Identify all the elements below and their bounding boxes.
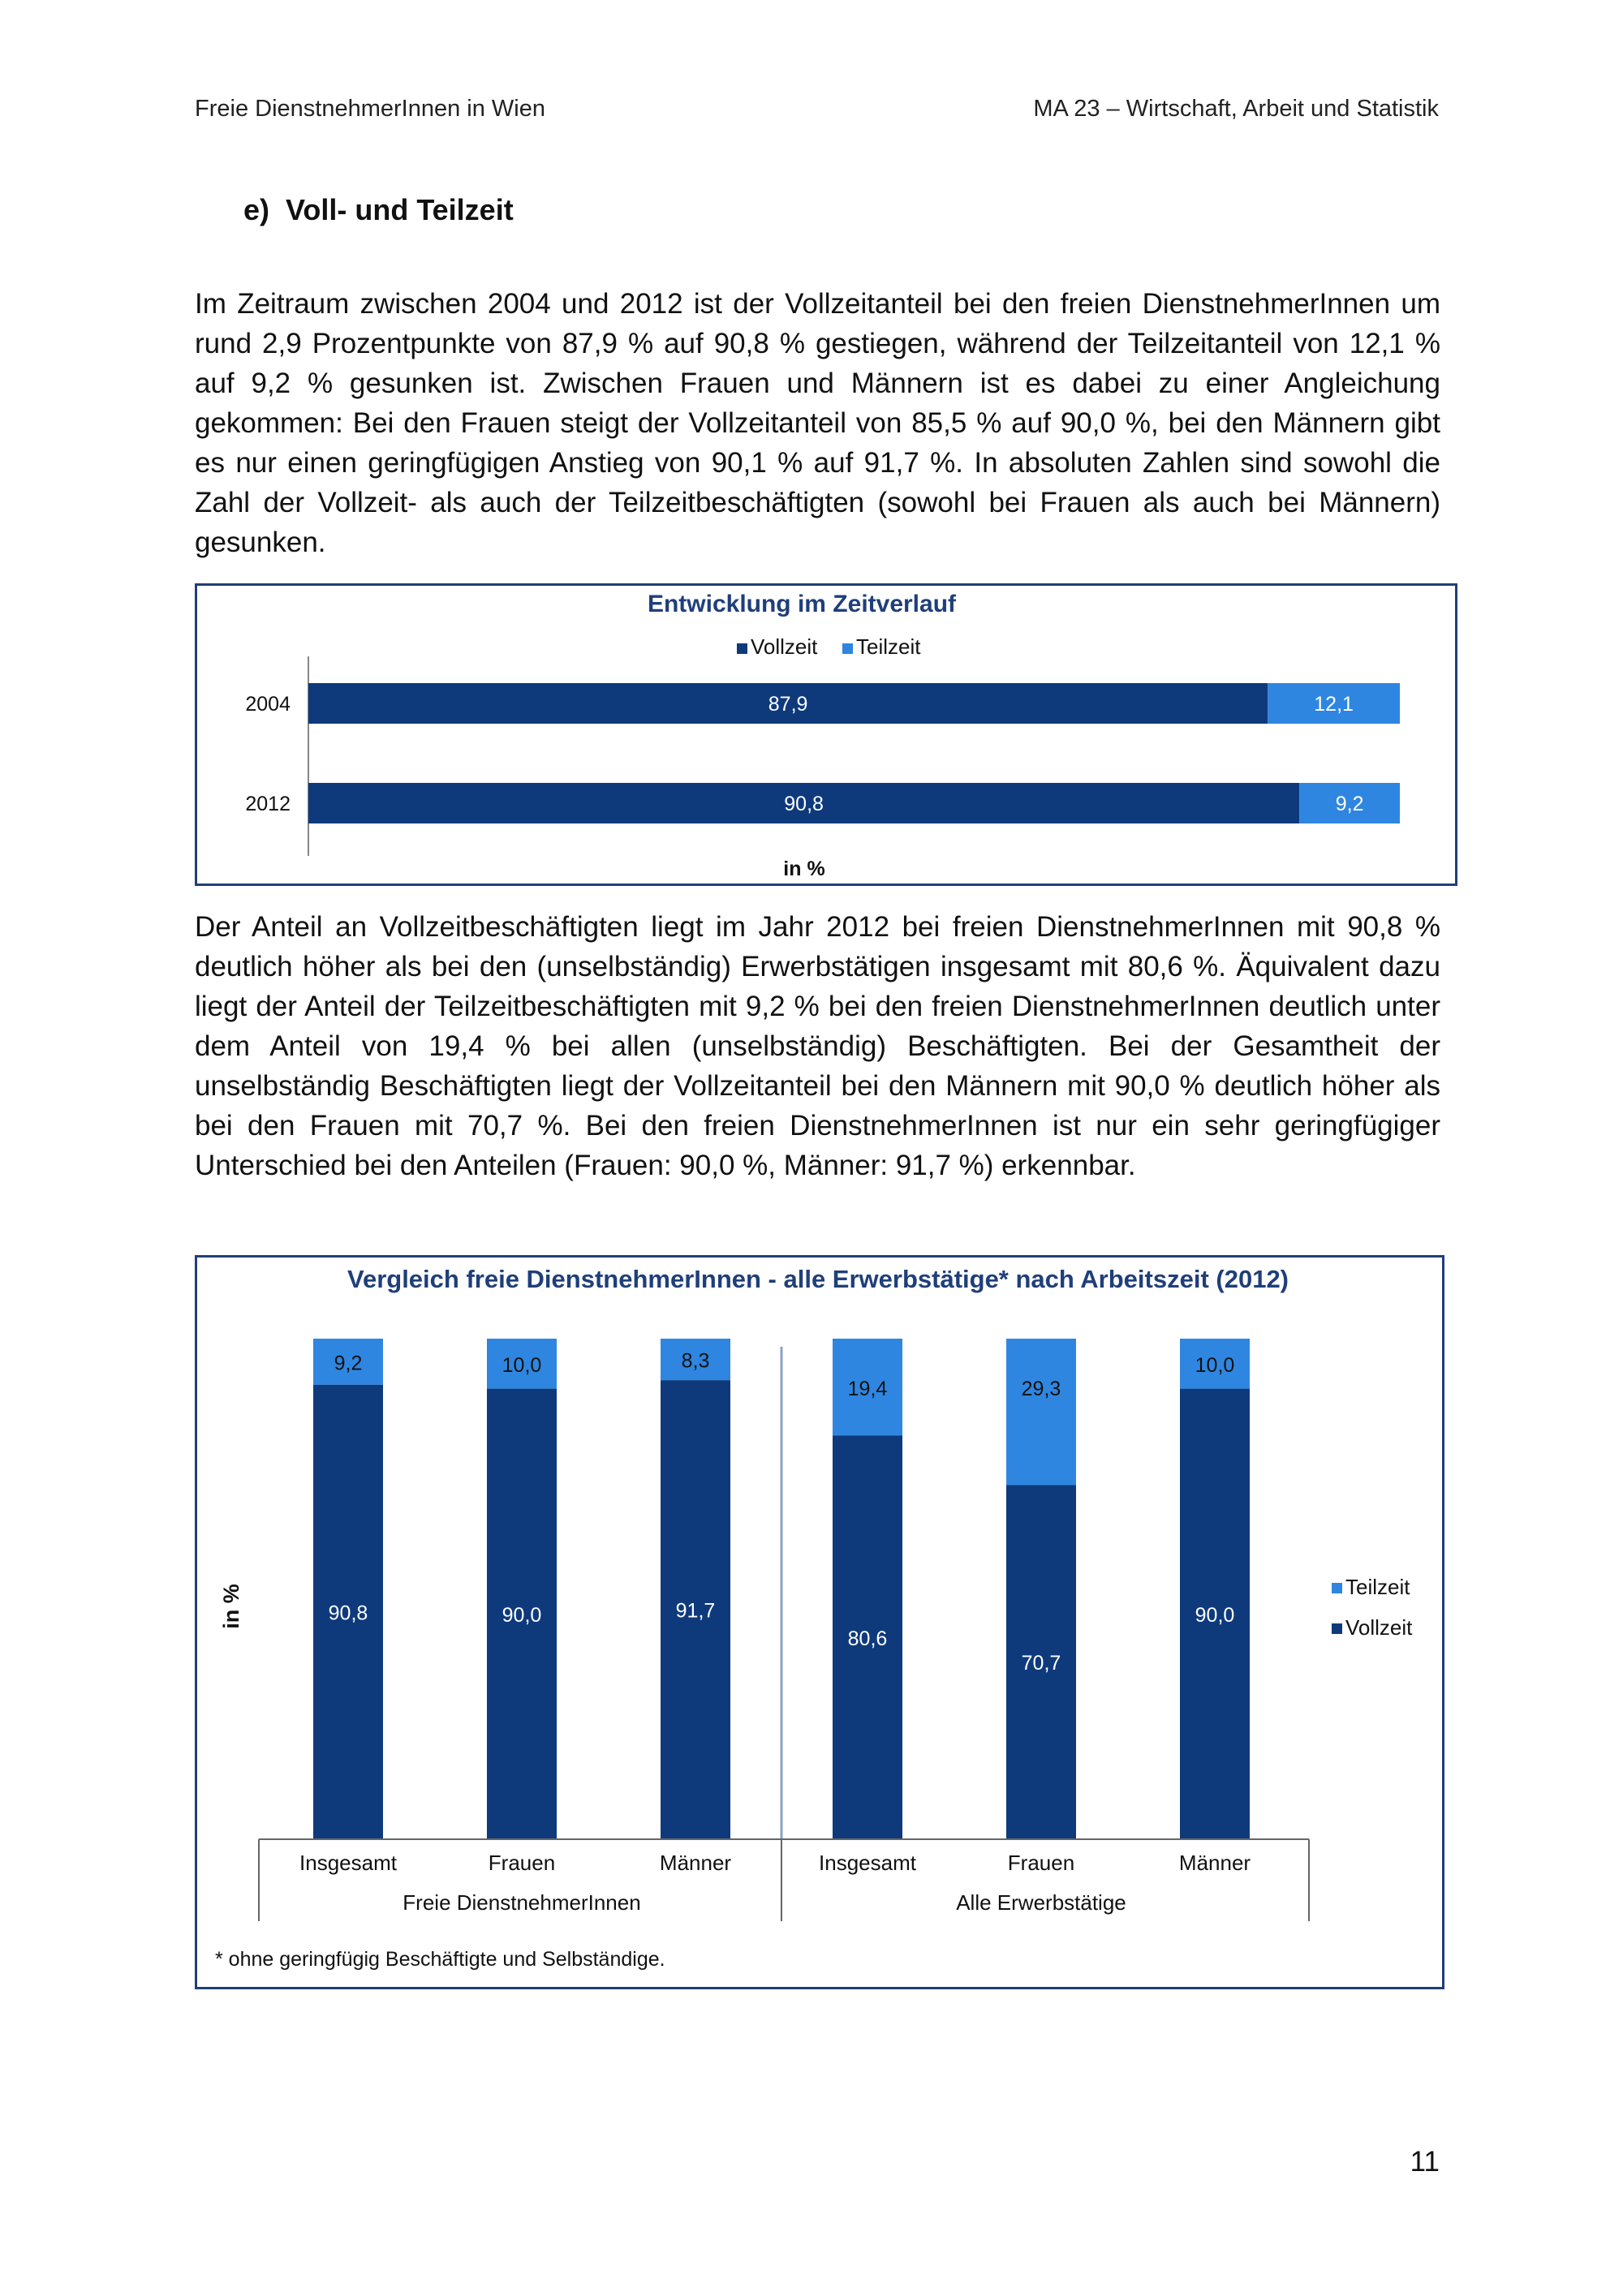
legend-swatch-vollzeit	[737, 643, 747, 654]
group-label: Freie DienstnehmerInnen	[403, 1890, 641, 1915]
category-label: Insgesamt	[299, 1851, 397, 1875]
category-label: 2004	[245, 693, 291, 716]
x-axis-label: in %	[783, 858, 825, 880]
category-label: Männer	[659, 1851, 732, 1875]
bar-teilzeit-4	[1006, 1339, 1076, 1485]
data-label: 90,8	[784, 793, 824, 815]
paragraph-1: Im Zeitraum zwischen 2004 und 2012 ist der Vollzeitanteil bei den freien DienstnehmerInnen um rund 2,9 Prozentpunkte von 87,9 % auf 90,8 % gestiegen, während der Teilzeitanteil von 12,1 % auf 9,2 % gesunken ist. Zwischen Frauen und Männern ist es dabei zu einer Angleichung gekommen: Bei den Frauen steigt der Vollzeitanteil von 85,5 % auf 90,0 %, bei den Männern gibt es nur einen geringfügigen Anstieg von 90,1 % auf 91,7 %. In absoluten Zahlen sind sowohl die Zahl der Vollzeit- als auch der Teilzeitbeschäftigten (sowohl bei Frauen als auch bei Männern) gesunken.	[195, 288, 1440, 558]
data-label: 70,7	[1021, 1652, 1061, 1675]
category-label: Frauen	[1007, 1851, 1075, 1875]
data-label: 10,0	[1195, 1353, 1235, 1377]
chart-title: Entwicklung im Zeitverlauf	[647, 591, 957, 617]
chart-entwicklung-svg	[197, 586, 1455, 884]
data-label: 90,8	[328, 1602, 368, 1625]
legend-label-teilzeit: Teilzeit	[856, 634, 921, 659]
legend-swatch-teilzeit	[842, 643, 853, 654]
data-label: 29,3	[1021, 1378, 1061, 1400]
data-label: 19,4	[847, 1377, 888, 1400]
category-label: 2012	[245, 793, 291, 815]
category-label: Frauen	[488, 1851, 556, 1875]
legend-label-teilzeit: Teilzeit	[1345, 1575, 1410, 1599]
legend-label-vollzeit: Vollzeit	[751, 634, 818, 659]
data-label: 8,3	[681, 1349, 710, 1373]
data-label: 87,9	[768, 693, 808, 716]
data-label: 80,6	[847, 1627, 888, 1650]
chart-vergleich	[195, 1255, 1444, 1989]
paragraph-2: Der Anteil an Vollzeitbeschäftigten liegt im Jahr 2012 bei freien DienstnehmerInnen mit 90,8 % deutlich höher als bei den (unselbständig) Erwerbstätigen insgesamt mit 80,6 %. Äquivalent dazu liegt der Anteil der Teilzeitbeschäftigten mit 9,2 % bei den freien DienstnehmerInnen deutlich unter dem Anteil von 19,4 % bei allen (unselbständig) Beschäftigten. Bei der Gesamtheit der unselbständig Beschäftigten liegt der Vollzeitanteil bei den Männern mit 90,0 % deutlich höher als bei den Frauen mit 70,7 %. Bei den freien DienstnehmerInnen ist nur ein sehr geringfügiger Unterschied bei den Anteilen (Frauen: 90,0 %, Männer: 91,7 %) erkennbar.	[195, 911, 1440, 1181]
chart-footnote: * ohne geringfügig Beschäftigte und Selbständige.	[215, 1948, 665, 1971]
page-number: 11	[1410, 2146, 1440, 2178]
section-heading	[243, 193, 514, 227]
legend-label-vollzeit: Vollzeit	[1345, 1615, 1413, 1640]
section-title: Voll- und Teilzeit	[286, 193, 514, 226]
data-label: 9,2	[1335, 793, 1364, 815]
chart-entwicklung	[195, 583, 1457, 886]
section-label: e)	[243, 193, 270, 226]
data-label: 12,1	[1314, 693, 1354, 716]
running-header-left: Freie DienstnehmerInnen in Wien	[195, 96, 545, 122]
data-label: 9,2	[334, 1352, 363, 1375]
legend-swatch-teilzeit	[1332, 1583, 1342, 1593]
chart-vergleich-svg	[197, 1258, 1442, 1987]
running-header-right: MA 23 – Wirtschaft, Arbeit und Statistik	[1033, 96, 1439, 122]
category-label: Männer	[1178, 1851, 1251, 1875]
y-axis-label: in %	[219, 1584, 243, 1629]
category-label: Insgesamt	[819, 1851, 916, 1875]
data-label: 90,0	[1195, 1603, 1235, 1627]
group-label: Alle Erwerbstätige	[956, 1890, 1126, 1915]
data-label: 90,0	[502, 1603, 542, 1627]
data-label: 91,7	[675, 1599, 716, 1623]
data-label: 10,0	[502, 1353, 542, 1377]
chart-title: Vergleich freie DienstnehmerInnen - alle Erwerbstätige* nach Arbeitszeit (2012)	[347, 1265, 1289, 1293]
legend-swatch-vollzeit	[1332, 1623, 1342, 1634]
